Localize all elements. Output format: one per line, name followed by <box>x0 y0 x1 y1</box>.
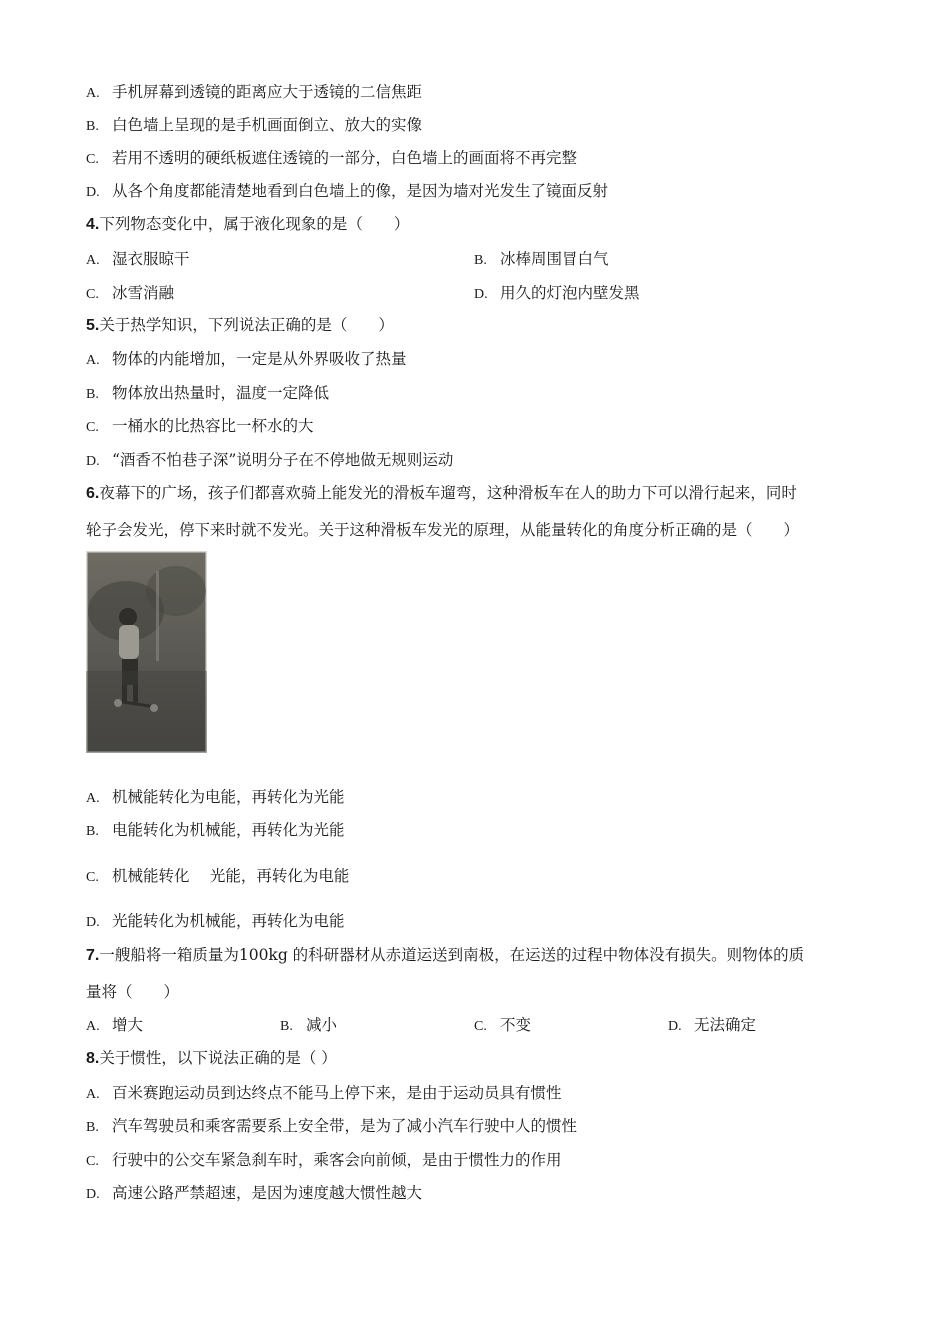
q7-option-d: D. 无法确定 <box>668 1016 757 1034</box>
q8-option-b: B. 汽车驾驶员和乘客需要系上安全带，是为了减小汽车行驶中人的惯性 <box>86 1117 578 1135</box>
q7-option-a: A. 增大 <box>86 1016 144 1034</box>
q5-option-b: B. 物体放出热量时，温度一定降低 <box>86 384 330 402</box>
q6-option-d: D. 光能转化为机械能，再转化为电能 <box>86 912 345 930</box>
q6-option-b: B. 电能转化为机械能，再转化为光能 <box>86 821 345 839</box>
q7-option-c: C. 不变 <box>474 1016 532 1034</box>
q6-option-a: A. 机械能转化为电能，再转化为光能 <box>86 788 345 806</box>
q5-option-d: D. “酒香不怕巷子深”说明分子在不停地做无规则运动 <box>86 451 454 469</box>
q4-stem: 4.下列物态变化中，属于液化现象的是（ ） <box>86 215 410 233</box>
q6-stem-line2: 轮子会发光，停下来时就不发光。关于这种滑板车发光的原理，从能量转化的角度分析正确的是（ ） <box>86 521 800 539</box>
q7-stem-line1: 7.一艘船将一箱质量为100kg 的科研器材从赤道运送到南极，在运送的过程中物体没有损失。则物体的质 <box>86 946 805 964</box>
q5-stem: 5.关于热学知识，下列说法正确的是（ ） <box>86 316 394 334</box>
q3-option-a: A. 手机屏幕到透镜的距离应大于透镜的二信焦距 <box>86 83 423 101</box>
q5-option-c: C. 一桶水的比热容比一杯水的大 <box>86 417 314 435</box>
q3-option-c: C. 若用不透明的硬纸板遮住透镜的一部分，白色墙上的画面将不再完整 <box>86 149 578 167</box>
q5-option-a: A. 物体的内能增加，一定是从外界吸收了热量 <box>86 350 407 368</box>
scooter-photo <box>86 551 207 753</box>
q8-option-d: D. 高速公路严禁超速，是因为速度越大惯性越大 <box>86 1184 423 1202</box>
q4-option-d: D. 用久的灯泡内壁发黑 <box>474 284 640 302</box>
q8-stem: 8.关于惯性，以下说法正确的是（ ） <box>86 1049 337 1067</box>
q6-option-c: C. 机械能转化 光能，再转化为电能 <box>86 867 350 885</box>
q4-option-c: C. 冰雪消融 <box>86 284 175 302</box>
q7-option-b: B. 减小 <box>280 1016 338 1034</box>
q3-option-b: B. 白色墙上呈现的是手机画面倒立、放大的实像 <box>86 116 423 134</box>
q7-stem-line2: 量将（ ） <box>86 983 180 1001</box>
scooter-photo-image <box>86 551 207 753</box>
q8-option-a: A. 百米赛跑运动员到达终点不能马上停下来，是由于运动员具有惯性 <box>86 1084 562 1102</box>
q8-option-c: C. 行驶中的公交车紧急刹车时，乘客会向前倾，是由于惯性力的作用 <box>86 1151 562 1169</box>
q4-option-b: B. 冰棒周围冒白气 <box>474 250 609 268</box>
q4-option-a: A. 湿衣服晾干 <box>86 250 190 268</box>
q3-option-d: D. 从各个角度都能清楚地看到白色墙上的像，是因为墙对光发生了镜面反射 <box>86 182 609 200</box>
q6-stem-line1: 6.夜幕下的广场，孩子们都喜欢骑上能发光的滑板车遛弯，这种滑板车在人的助力下可以滑行起来，同时 <box>86 484 797 502</box>
